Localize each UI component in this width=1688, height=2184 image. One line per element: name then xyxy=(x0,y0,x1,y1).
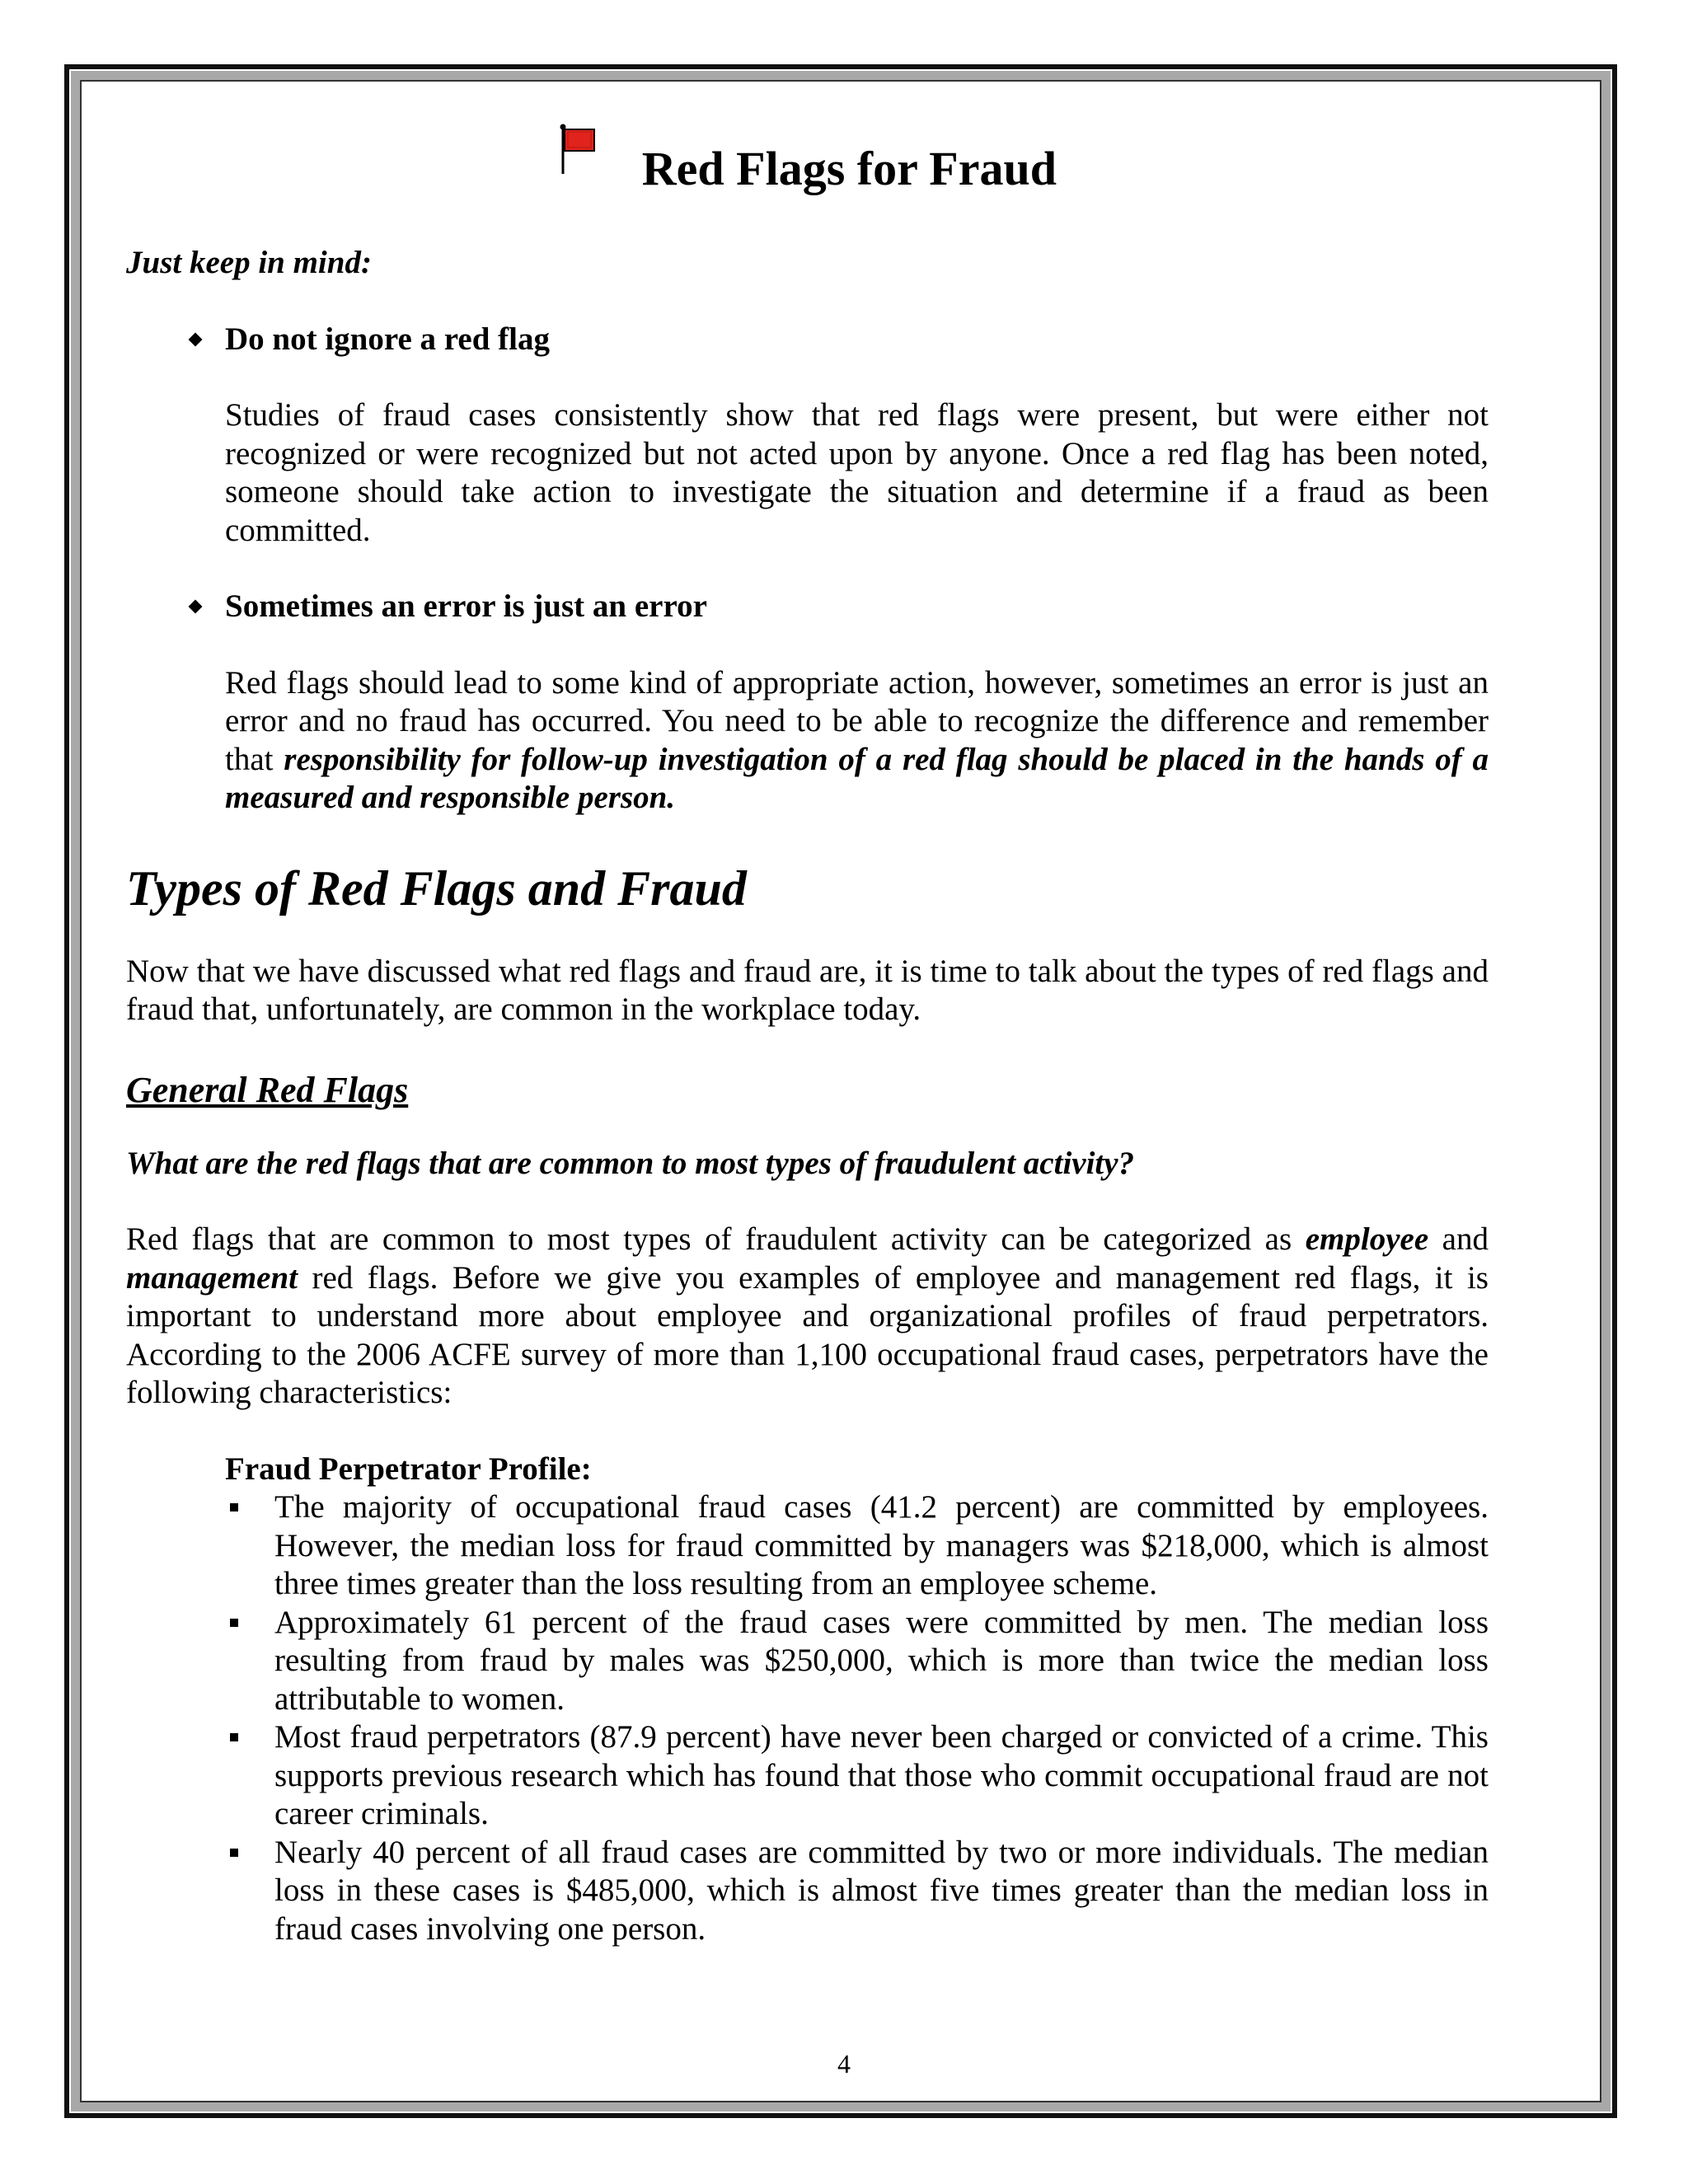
emphasis-management: management xyxy=(126,1259,298,1296)
paragraph-text: and xyxy=(1428,1221,1489,1257)
paragraph-text: Red flags should lead to some kind of appropriate action, however, sometimes an error is just an error and no fraud has occurred. You need to be able to recognize the difference and remember that xyxy=(225,664,1489,777)
perpetrator-profile xyxy=(225,1451,1489,1949)
bullet-paragraph: Studies of fraud cases consistently show that red flags were present, but were either not recognized or were recognized but not acted upon by anyone. Once a red flag has been noted, someone should take action to investigate the situation and determine if a fraud as been committed. xyxy=(225,397,1489,548)
square-bullet-icon xyxy=(230,1503,238,1511)
list-item-text: Approximately 61 percent of the fraud cases were committed by men. The median loss resulting from fraud by males was $250,000, which is more than twice the median loss attributable to women. xyxy=(274,1604,1489,1717)
square-bullet-icon xyxy=(230,1849,238,1857)
bullet-paragraph xyxy=(225,664,1489,818)
categories-paragraph xyxy=(126,1221,1489,1413)
list-item-text: Most fraud perpetrators (87.9 percent) have never been charged or convicted of a crime. This supports previous research which has found that those who commit occupational fraud are not career criminals. xyxy=(274,1719,1489,1831)
lead-text: Just keep in mind: xyxy=(126,245,372,280)
section-intro: Now that we have discussed what red flags and fraud are, it is time to talk about the types of red flags and fraud that, unfortunately, are common in the workplace today. xyxy=(126,953,1489,1027)
paragraph-text: red flags. Before we give you examples of employee and management red flags, it is important to understand more about employee and organizational profiles of fraud perpetrators. According to the 2006 ACFE survey of more than 1,100 occupational fraud cases, perpetrators have the following characteristics: xyxy=(126,1259,1489,1410)
emphasis-text: responsibility for follow-up investigation of a red flag should be placed in the hands of a measured and responsible person. xyxy=(225,741,1489,815)
document-body xyxy=(126,132,1489,1948)
question-text: What are the red flags that are common to most types of fraudulent activity? xyxy=(126,1145,1135,1181)
profile-list xyxy=(225,1488,1489,1948)
subsection-title: General Red Flags xyxy=(126,1069,409,1110)
red-flag-icon xyxy=(558,123,599,185)
list-item xyxy=(225,1718,1489,1834)
paragraph-text: Red flags that are common to most types of fraudulent activity can be categorized as xyxy=(126,1221,1306,1257)
section-title: Types of Red Flags and Fraud xyxy=(126,860,747,916)
bullet-heading-text: Sometimes an error is just an error xyxy=(225,588,707,624)
square-bullet-icon xyxy=(230,1619,238,1627)
list-item-text: The majority of occupational fraud cases (41.2 percent) are committed by employees. However, the median loss for fraud committed by managers was $218,000, which is almost three times greater than the loss resulting from an employee scheme. xyxy=(274,1489,1489,1601)
list-item xyxy=(225,1834,1489,1949)
title-row xyxy=(126,132,1489,206)
square-bullet-icon xyxy=(230,1733,238,1741)
list-item xyxy=(225,1604,1489,1719)
bullet-heading-text: Do not ignore a red flag xyxy=(225,321,550,357)
bullet-heading-error xyxy=(126,588,1489,626)
page-title: Red Flags for Fraud xyxy=(641,142,1057,195)
list-item-text: Nearly 40 percent of all fraud cases are committed by two or more individuals. The median loss in these cases is $485,000, which is almost five times greater than the median loss in fraud cases involving one person. xyxy=(274,1834,1489,1947)
page-number: 4 xyxy=(837,2049,851,2079)
list-item xyxy=(225,1488,1489,1604)
bullet-heading-ignore xyxy=(126,321,1489,359)
emphasis-employee: employee xyxy=(1305,1221,1429,1257)
profile-heading: Fraud Perpetrator Profile: xyxy=(225,1451,592,1487)
diamond-bullet-icon xyxy=(189,600,203,614)
diamond-bullet-icon xyxy=(189,332,203,346)
